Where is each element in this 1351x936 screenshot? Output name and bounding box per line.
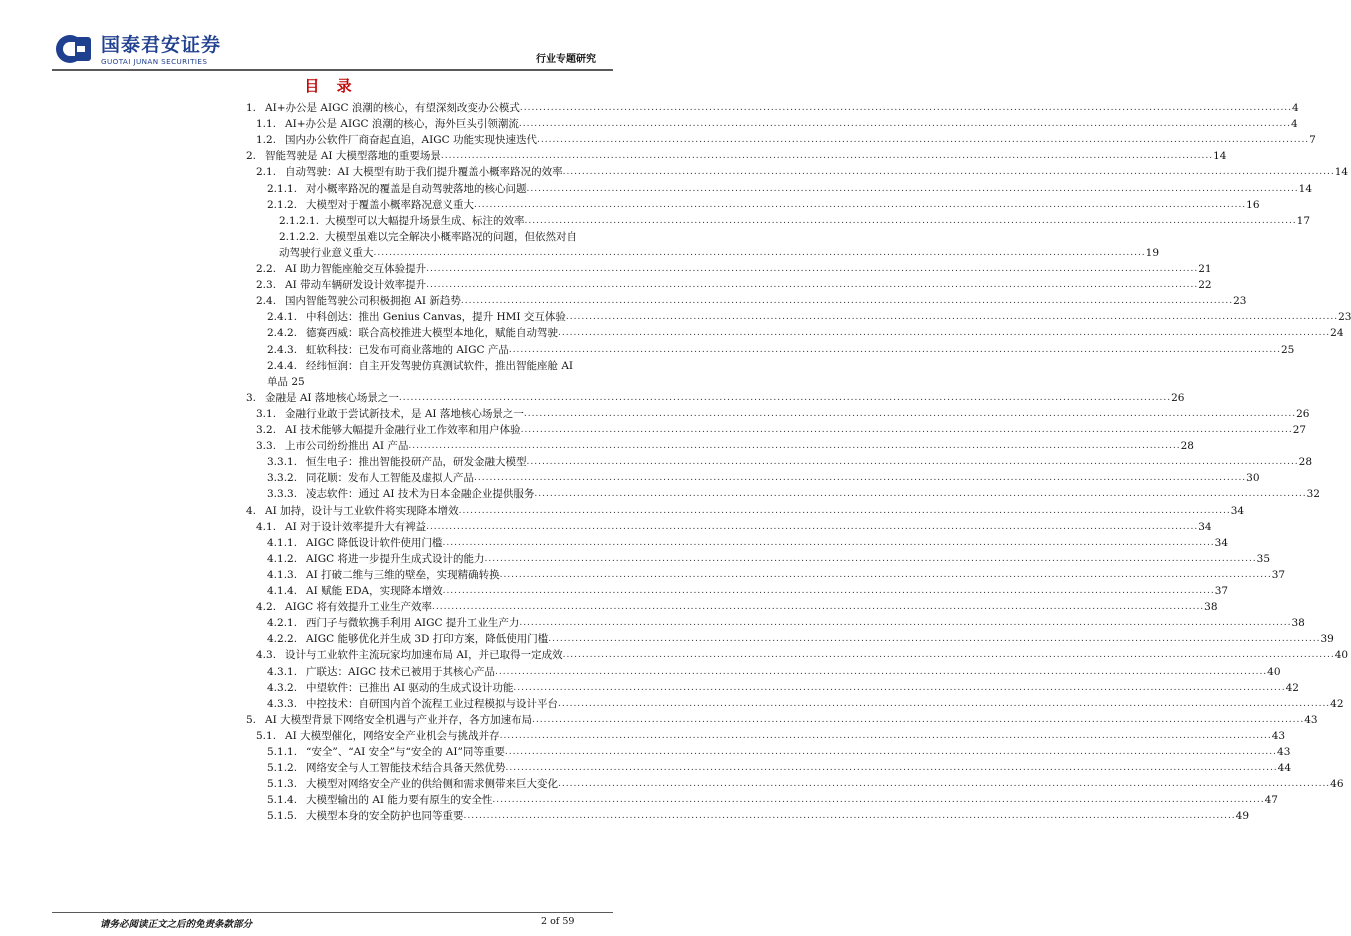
toc-entry[interactable] <box>0 166 1349 179</box>
toc-entry-number: 2.1. <box>256 166 277 179</box>
toc-entry-number: 3.1. <box>256 407 277 420</box>
toc-entry-number: 3. <box>246 391 257 404</box>
toc-entry-page: 14 <box>1334 166 1349 179</box>
toc-leader-dots: ........................................................................................................................................................................................................ <box>534 489 1307 500</box>
toc-entry[interactable] <box>0 568 1286 582</box>
toc-entry-page: 34 <box>1230 504 1245 517</box>
toc-entry-number: 2.1.2. <box>267 198 298 211</box>
toc-leader-dots: ........................................................................................................................................................................................................ <box>460 296 1234 307</box>
toc-entry-number: 4.3. <box>256 649 277 662</box>
toc-leader-dots: ........................................................................................................................................................................................................ <box>526 457 1299 468</box>
toc-entry-page: 19 <box>1145 246 1160 259</box>
toc-entry[interactable] <box>0 343 1295 357</box>
toc-entry-page: 37 <box>1214 585 1229 597</box>
toc-entry-title: 对小概率路况的覆盖是自动驾驶落地的核心问题 <box>306 182 527 195</box>
toc-entry-page: 7 <box>1309 134 1316 147</box>
toc-entry-title: 西门子与微软携手利用 AIGC 提升工业生产力 <box>306 617 520 630</box>
toc-entry-page: 34 <box>1198 520 1212 533</box>
toc-entry-number: 4.1. <box>256 520 277 533</box>
toc-entry-page: 40 <box>1267 665 1281 678</box>
toc-entry[interactable] <box>0 407 1310 421</box>
toc-entry-page: 27 <box>1292 424 1307 436</box>
toc-entry-title: AI 大模型背景下网络安全机遇与产业并存，各方加速布局 <box>265 713 533 726</box>
toc-leader-dots: ........................................................................................................................................................................................................ <box>474 199 1247 210</box>
toc-entry-number: 2.4.1. <box>267 311 298 324</box>
toc-entry-number: 3.3. <box>256 440 277 453</box>
toc-entry-page: 42 <box>1285 681 1299 694</box>
toc-entry-title: 设计与工业软件主流玩家均加速布局 AI，并已取得一定成效 <box>285 649 563 662</box>
toc-entry-title: AIGC 降低设计软件使用门槛 <box>306 536 443 549</box>
toc-entry-number: 5.1.3. <box>267 778 298 791</box>
toc-entry[interactable] <box>0 472 1260 485</box>
toc-entry-title: 单品 25 <box>267 375 305 388</box>
toc-leader-dots: ........................................................................................................................................................................................................ <box>458 505 1231 516</box>
toc-entry[interactable] <box>0 134 1316 147</box>
toc-leader-dots: ........................................................................................................................................................................................................ <box>499 730 1272 741</box>
brand-name-cn: 国泰君安证券 <box>101 34 222 56</box>
toc-leader-dots: ........................................................................................................................................................................................................ <box>558 779 1331 790</box>
toc-leader-dots: ........................................................................................................................................................................................................ <box>513 682 1286 693</box>
toc-entry-page: 14 <box>1298 182 1313 195</box>
toc-entry-number: 5.1. <box>256 729 277 742</box>
toc-entry-number: 2.1.2.2. <box>279 230 320 243</box>
toc-entry-title: 中科创达：推出 Genius Canvas，提升 HMI 交互体验 <box>306 311 566 324</box>
toc-entry[interactable] <box>0 376 662 389</box>
toc-entry[interactable] <box>0 214 1311 228</box>
toc-entry-title: 大模型可以大幅提升场景生成、标注的效率 <box>325 214 525 227</box>
toc-entry-page: 23 <box>1338 311 1351 324</box>
toc-entry-page: 47 <box>1264 794 1278 807</box>
toc-entry-page: 38 <box>1291 617 1305 630</box>
toc-entry-title: AI 赋能 EDA，实现降本增效 <box>306 585 443 597</box>
toc-leader-dots: ........................................................................................................................................................................................................ <box>562 167 1335 178</box>
toc-entry[interactable] <box>0 263 1212 276</box>
toc-entry-page: 38 <box>1204 601 1218 614</box>
toc-entry[interactable] <box>0 246 1160 260</box>
toc-entry[interactable] <box>0 504 1245 518</box>
toc-entry-number: 3.2. <box>256 424 277 436</box>
toc-entry[interactable] <box>0 327 1344 340</box>
toc-entry-number: 2. <box>246 150 257 163</box>
toc-entry-number: 1.2. <box>256 134 277 147</box>
toc-entry-number: 5.1.5. <box>267 810 298 823</box>
toc-entry-title: AI 对于设计效率提升大有裨益 <box>285 520 427 533</box>
toc-entry-number: 4.2.2. <box>267 633 298 646</box>
toc-entry-page: 22 <box>1198 279 1212 292</box>
toc-entry[interactable] <box>0 198 1260 212</box>
toc-entry[interactable] <box>0 440 1194 453</box>
toc-leader-dots: ........................................................................................................................................................................................................ <box>426 264 1199 274</box>
toc-leader-dots: ........................................................................................................................................................................................................ <box>524 215 1297 226</box>
toc-entry-title: AI 助力智能座舱交互体验提升 <box>285 263 427 275</box>
toc-entry-title: AIGC 能够优化并生成 3D 打印方案，降低使用门槛 <box>306 633 549 646</box>
toc-entry-title: “安全”、“AI 安全”与“安全的 AI”同等重要 <box>306 746 505 758</box>
toc-entry-title: 德赛西威：联合高校推进大模型本地化，赋能自动驾驶 <box>306 327 558 340</box>
toc-entry-page: 42 <box>1330 697 1344 710</box>
toc-entry-page: 26 <box>1296 407 1310 420</box>
toc-entry-title: 同花顺：发布人工智能及虚拟人产品 <box>306 472 474 485</box>
page-header <box>0 0 662 75</box>
toc-leader-dots: ........................................................................................................................................................................................................ <box>440 151 1214 162</box>
toc-entry-number: 3.3.1. <box>267 456 298 469</box>
toc-entry[interactable] <box>0 665 1281 679</box>
toc-entry-page: 43 <box>1277 746 1291 758</box>
toc-entry-number: 4.1.1. <box>267 536 298 549</box>
toc-leader-dots: ........................................................................................................................................................................................................ <box>495 666 1268 677</box>
toc-entry[interactable] <box>0 150 1227 163</box>
toc-entry-number: 2.2. <box>256 263 277 275</box>
toc-entry-number: 2.3. <box>256 279 277 292</box>
disclaimer-notice: 请务必阅读正文之后的免责条款部分 <box>100 919 253 930</box>
toc-entry-number: 2.4.4. <box>267 359 298 372</box>
toc-entry-title: 虹软科技：已发布可商业落地的 AIGC 产品 <box>306 343 509 356</box>
toc-entry-page: 24 <box>1330 327 1344 340</box>
toc-leader-dots: ........................................................................................................................................................................................................ <box>518 119 1292 130</box>
toc-entry[interactable] <box>0 520 1212 534</box>
toc-entry-number: 4.3.2. <box>267 681 298 694</box>
toc-entry[interactable] <box>0 552 1271 566</box>
toc-entry-title: 自动驾驶：AI 大模型有助于我们提升覆盖小概率路况的效率 <box>285 166 563 179</box>
toc-entry-title: AI 技术能够大幅提升金融行业工作效率和用户体验 <box>285 424 521 436</box>
toc-entry-title: 经纬恒润：自主开发驾驶仿真测试软件，推出智能座舱 AI <box>306 359 574 372</box>
toc-entry[interactable] <box>0 762 1292 775</box>
toc-entry-page: 16 <box>1246 198 1260 211</box>
toc-entry-page: 43 <box>1304 713 1318 726</box>
toc-entry-title: 大模型对网络安全产业的供给侧和需求侧带来巨大变化 <box>306 778 558 791</box>
toc-leader-dots: ........................................................................................................................................................................................................ <box>537 135 1310 146</box>
page-number: 2 of 59 <box>541 916 575 927</box>
toc-entry[interactable] <box>0 633 1334 646</box>
toc-entry[interactable] <box>0 794 1278 807</box>
toc-leader-dots: ........................................................................................................................................................................................................ <box>432 602 1205 613</box>
toc-entry-number: 5.1.2. <box>267 762 298 775</box>
toc-entry-number: 4.3.1. <box>267 665 298 678</box>
toc-entry-page: 34 <box>1214 536 1229 549</box>
toc-entry[interactable] <box>0 488 1320 501</box>
toc-entry-title: 动驾驶行业意义重大 <box>279 246 374 259</box>
toc-entry-title: 网络安全与人工智能技术结合具备天然优势 <box>306 762 506 775</box>
toc-entry-title: 中控技术：自研国内首个流程工业过程模拟与设计平台 <box>306 697 558 710</box>
toc-entry-page: 28 <box>1180 440 1194 453</box>
toc-entry-page: 32 <box>1306 488 1320 501</box>
toc-entry-title: AIGC 将进一步提升生成式设计的能力 <box>306 552 485 565</box>
toc-entry[interactable] <box>0 279 1212 292</box>
toc-entry-title: 金融行业敢于尝试新技术，是 AI 落地核心场景之一 <box>285 407 524 420</box>
toc-entry-number: 4.1.2. <box>267 552 298 565</box>
toc-leader-dots: ........................................................................................................................................................................................................ <box>492 795 1265 806</box>
toc-entry-page: 44 <box>1277 762 1292 775</box>
toc-entry-page: 35 <box>1256 552 1271 565</box>
toc-entry[interactable] <box>0 778 1344 791</box>
guotai-junan-logo-icon <box>55 34 95 64</box>
toc-entry-page: 37 <box>1271 568 1286 581</box>
toc-entry-number: 4.3.3. <box>267 697 298 710</box>
toc-entry-number: 4.2. <box>256 601 277 614</box>
toc-entry[interactable] <box>0 311 1351 324</box>
toc-leader-dots: ........................................................................................................................................................................................................ <box>526 183 1299 194</box>
toc-leader-dots: ........................................................................................................................................................................................................ <box>426 521 1199 532</box>
toc-entry-title: AI+办公是 AIGC 浪潮的核心，有望深刻改变办公模式 <box>265 102 520 114</box>
toc-entry[interactable] <box>0 681 1299 695</box>
toc-entry-title: 大模型对于覆盖小概率路况意义重大 <box>306 198 474 211</box>
toc-entry-number: 4. <box>246 504 257 517</box>
toc-entry-page: 21 <box>1198 263 1212 275</box>
toc-entry-title: 恒生电子：推出智能投研产品，研发金融大模型 <box>306 456 527 469</box>
toc-entry-title: AI+办公是 AIGC 浪潮的核心，海外巨头引领潮流 <box>285 118 519 131</box>
toc-leader-dots: ........................................................................................................................................................................................................ <box>519 103 1293 113</box>
toc-entry-title: AI 加持，设计与工业软件将实现降本增效 <box>265 504 459 517</box>
toc-entry[interactable] <box>0 456 1313 469</box>
toc-entry-number: 4.1.3. <box>267 568 298 581</box>
toc-entry[interactable] <box>0 713 1318 727</box>
toc-entry-page: 43 <box>1271 729 1286 742</box>
toc-entry-number: 2.1.1. <box>267 182 298 195</box>
toc-entry[interactable] <box>0 360 662 373</box>
toc-entry-number: 5. <box>246 713 257 726</box>
toc-entry-number: 5.1.4. <box>267 794 298 807</box>
footer-divider <box>52 912 613 913</box>
toc-leader-dots: ........................................................................................................................................................................................................ <box>523 408 1297 419</box>
toc-entry[interactable] <box>0 182 1313 196</box>
toc-entry-page: 26 <box>1171 391 1185 404</box>
toc-entry-number: 4.1.4. <box>267 585 298 597</box>
toc-entry-title: AIGC 将有效提升工业生产效率 <box>285 601 432 614</box>
toc-leader-dots: ........................................................................................................................................................................................................ <box>398 392 1172 403</box>
toc-entry-title: 国内办公软件厂商奋起直追，AIGC 功能实现快速迭代 <box>285 134 537 147</box>
toc-entry[interactable] <box>0 102 1299 115</box>
toc-entry[interactable] <box>0 649 1349 662</box>
toc-leader-dots: ........................................................................................................................................................................................................ <box>408 441 1181 452</box>
toc-leader-dots: ........................................................................................................................................................................................................ <box>484 553 1257 564</box>
toc-entry-title: 智能驾驶是 AI 大模型落地的重要场景 <box>265 150 441 163</box>
toc-leader-dots: ........................................................................................................................................................................................................ <box>426 280 1199 291</box>
toc-entry[interactable] <box>0 810 1250 823</box>
toc-entry-title: 大模型本身的安全防护也同等重要 <box>306 810 464 823</box>
toc-entry-title: 上市公司纷纷推出 AI 产品 <box>285 440 409 453</box>
toc-entry-title: AI 打破二维与三维的壁垒，实现精确转换 <box>306 568 500 581</box>
toc-leader-dots: ........................................................................................................................................................................................................ <box>562 650 1335 661</box>
toc-leader-dots: ........................................................................................................................................................................................................ <box>565 312 1339 323</box>
toc-leader-dots: ........................................................................................................................................................................................................ <box>558 698 1331 709</box>
toc-leader-dots: ........................................................................................................................................................................................................ <box>508 344 1281 355</box>
toc-leader-dots: ........................................................................................................................................................................................................ <box>474 473 1247 484</box>
toc-entry[interactable] <box>0 536 1229 550</box>
toc-entry-number: 2.1.2.1. <box>279 214 320 227</box>
toc-entry[interactable] <box>0 118 1298 131</box>
toc-entry-number: 2.4.2. <box>267 327 298 340</box>
toc-entry-page: 4 <box>1292 102 1299 114</box>
toc-entry-number: 2.4. <box>256 295 277 308</box>
toc-leader-dots: ........................................................................................................................................................................................................ <box>442 586 1215 596</box>
toc-entry-page: 14 <box>1213 150 1227 163</box>
toc-entry[interactable] <box>0 601 1218 614</box>
toc-entry[interactable] <box>0 746 1291 759</box>
toc-entry-number: 3.3.3. <box>267 488 298 501</box>
brand-name-en: GUOTAI JUNAN SECURITIES <box>101 57 208 66</box>
toc-entry-page: 40 <box>1334 649 1349 662</box>
toc-entry-number: 1. <box>246 102 257 114</box>
toc-leader-dots: ........................................................................................................................................................................................................ <box>499 569 1272 580</box>
toc-entry-number: 3.3.2. <box>267 472 298 485</box>
toc-entry-number: 4.2.1. <box>267 617 298 630</box>
toc-entry[interactable] <box>0 617 1305 630</box>
toc-entry-page: 30 <box>1246 472 1260 485</box>
toc-leader-dots: ........................................................................................................................................................................................................ <box>519 618 1292 629</box>
toc-entry-page: 17 <box>1296 214 1311 227</box>
toc-entry-page: 39 <box>1320 633 1334 646</box>
toc-entry-page: 23 <box>1233 295 1247 308</box>
toc-entry-page: 25 <box>1281 343 1295 356</box>
toc-entry-title: 中望软件：已推出 AI 驱动的生成式设计功能 <box>306 681 514 694</box>
toc-entry-number: 1.1. <box>256 118 277 131</box>
toc-entry[interactable] <box>0 424 1307 437</box>
toc-entry-title: 大模型输出的 AI 能力要有原生的安全性 <box>306 794 493 807</box>
toc-entry[interactable] <box>0 697 1344 711</box>
header-divider <box>52 69 613 71</box>
toc-entry-title: 广联达：AIGC 技术已被用于其核心产品 <box>306 665 495 678</box>
toc-entry-page: 46 <box>1330 778 1344 791</box>
toc-entry-page: 4 <box>1291 118 1298 131</box>
toc-entry-title: AI 大模型催化，网络安全产业机会与挑战并存 <box>285 729 500 742</box>
toc-entry-number: 5.1.1. <box>267 746 298 758</box>
toc-leader-dots: ........................................................................................................................................................................................................ <box>442 537 1215 548</box>
toc-leader-dots: ........................................................................................................................................................................................................ <box>532 714 1305 725</box>
toc-leader-dots: ........................................................................................................................................................................................................ <box>548 634 1321 645</box>
toc-entry-title: 凌志软件：通过 AI 技术为日本金融企业提供服务 <box>306 488 535 501</box>
report-type-label: 行业专题研究 <box>536 54 596 65</box>
toc-entry-title: AI 带动车辆研发设计效率提升 <box>285 279 427 292</box>
toc-leader-dots: ........................................................................................................................................................................................................ <box>558 328 1331 339</box>
toc-leader-dots: ........................................................................................................................................................................................................ <box>373 247 1146 258</box>
toc-entry-page: 49 <box>1235 810 1250 823</box>
toc-entry-number: 2.4.3. <box>267 343 298 356</box>
toc-title: 目 录 <box>304 77 358 95</box>
toc-entry-title: 国内智能驾驶公司积极拥抱 AI 新趋势 <box>285 295 461 308</box>
toc-entry[interactable] <box>0 585 1229 598</box>
toc-entry-title: 金融是 AI 落地核心场景之一 <box>265 391 399 404</box>
toc-entry-page: 28 <box>1298 456 1313 469</box>
toc-entry[interactable] <box>0 729 1286 743</box>
toc-entry[interactable] <box>0 391 1185 405</box>
toc-leader-dots: ........................................................................................................................................................................................................ <box>505 763 1278 774</box>
toc-entry[interactable] <box>0 295 1247 308</box>
toc-entry[interactable] <box>0 231 662 244</box>
toc-leader-dots: ........................................................................................................................................................................................................ <box>520 425 1293 435</box>
toc-leader-dots: ........................................................................................................................................................................................................ <box>463 811 1236 822</box>
toc-entry-title: 大模型虽难以完全解决小概率路况的问题，但依然对自 <box>325 230 577 243</box>
toc-leader-dots: ........................................................................................................................................................................................................ <box>504 747 1278 757</box>
